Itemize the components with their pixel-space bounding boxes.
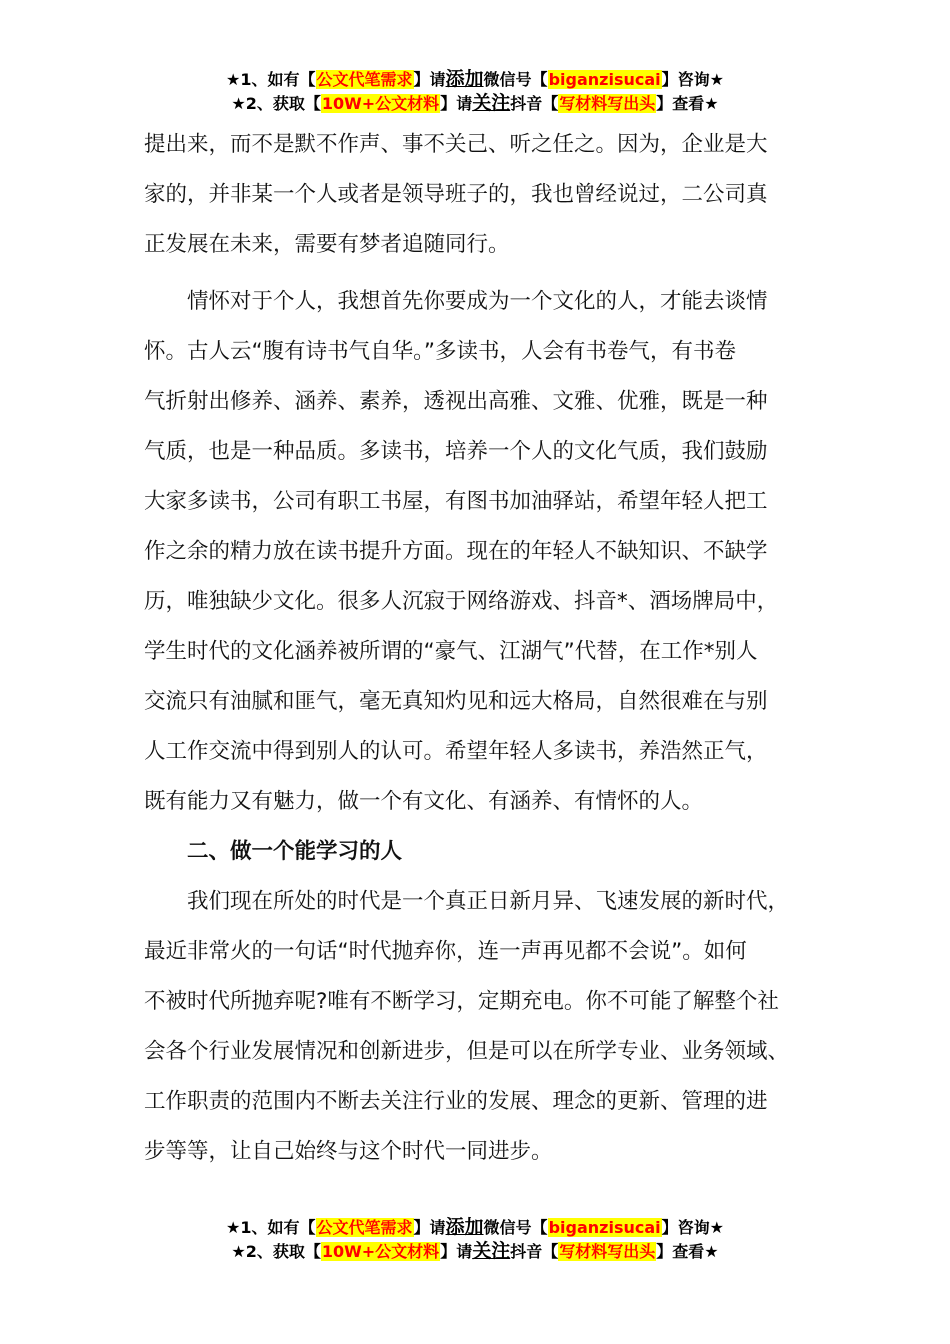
banner-text: 】咨询★ bbox=[661, 1218, 724, 1237]
banner-text: 】查看★ bbox=[656, 1242, 719, 1261]
banner-text: 微信号【 bbox=[483, 1218, 548, 1237]
text-line: 既有能力又有魅力，做一个有文化、有涵养、有情怀的人。 bbox=[144, 789, 704, 814]
banner-text: 】咨询★ bbox=[661, 70, 724, 89]
text-line: 工作职责的范围内不断去关注行业的发展、理念的更新、管理的进 bbox=[144, 1089, 768, 1114]
section-heading: 二、做一个能学习的人 bbox=[144, 839, 403, 864]
text-line: 怀。古人云“腹有诗书气自华。”多读书，人会有书卷气，有书卷 bbox=[144, 339, 737, 364]
emphasis-add: 添加 bbox=[445, 68, 484, 90]
banner-text: 】请 bbox=[413, 1218, 446, 1237]
banner-text: 微信号【 bbox=[483, 70, 548, 89]
text-line: 人工作交流中得到别人的认可。希望年轻人多读书，养浩然正气， bbox=[144, 739, 768, 764]
text-line: 家的，并非某一个人或者是领导班子的，我也曾经说过，二公司真 bbox=[144, 182, 768, 207]
text-line: 历，唯独缺少文化。很多人沉寂于网络游戏、抖音*、酒场牌局中， bbox=[144, 589, 779, 614]
footer-banner bbox=[0, 1215, 950, 1263]
text-line: 气折射出修养、涵养、素养，透视出高雅、文雅、优雅，既是一种 bbox=[144, 389, 768, 414]
paragraph-2 bbox=[144, 277, 812, 827]
text-line: 作之余的精力放在读书提升方面。现在的年轻人不缺知识、不缺学 bbox=[144, 539, 768, 564]
banner-text: 抖音【 bbox=[510, 1242, 559, 1261]
banner-text: ★2、获取【 bbox=[231, 1242, 321, 1261]
highlight-service: 公文代笔需求 bbox=[316, 70, 413, 89]
text-line: 最近非常火的一句话“时代抛弃你，连一声再见都不会说”。如何 bbox=[144, 939, 747, 964]
highlight-materials: 10W+公文材料 bbox=[321, 94, 440, 113]
highlight-douyin-account: 写材料写出头 bbox=[559, 94, 656, 113]
banner-line-1 bbox=[0, 67, 950, 91]
paragraph-1 bbox=[144, 120, 812, 270]
highlight-materials: 10W+公文材料 bbox=[321, 1242, 440, 1261]
highlight-douyin-account: 写材料写出头 bbox=[559, 1242, 656, 1261]
banner-line-2 bbox=[0, 1239, 950, 1263]
text-line: 气质，也是一种品质。多读书，培养一个人的文化气质，我们鼓励 bbox=[144, 439, 768, 464]
banner-line-2 bbox=[0, 91, 950, 115]
banner-text: 】请 bbox=[413, 70, 446, 89]
banner-text: 抖音【 bbox=[510, 94, 559, 113]
banner-text: ★1、如有【 bbox=[226, 1218, 316, 1237]
highlight-wechat-id: biganzisucai bbox=[548, 70, 661, 89]
emphasis-follow: 关注 bbox=[472, 1240, 511, 1262]
emphasis-add: 添加 bbox=[445, 1216, 484, 1238]
highlight-service: 公文代笔需求 bbox=[316, 1218, 413, 1237]
emphasis-follow: 关注 bbox=[472, 92, 511, 114]
banner-text: 】请 bbox=[440, 94, 473, 113]
text-line: 会各个行业发展情况和创新进步，但是可以在所学专业、业务领域、 bbox=[144, 1039, 790, 1064]
banner-text: ★2、获取【 bbox=[231, 94, 321, 113]
highlight-wechat-id: biganzisucai bbox=[548, 1218, 661, 1237]
text-line: 步等等，让自己始终与这个时代一同进步。 bbox=[144, 1139, 553, 1164]
banner-text: ★1、如有【 bbox=[226, 70, 316, 89]
text-line: 正发展在未来，需要有梦者追随同行。 bbox=[144, 232, 510, 257]
text-line: 我们现在所处的时代是一个真正日新月异、飞速发展的新时代， bbox=[144, 889, 790, 914]
text-line: 大家多读书，公司有职工书屋，有图书加油驿站，希望年轻人把工 bbox=[144, 489, 768, 514]
paragraph-3 bbox=[144, 877, 812, 1177]
paragraph-gap bbox=[144, 270, 812, 277]
document-body bbox=[144, 120, 812, 1177]
text-line: 不被时代所抛弃呢?唯有不断学习，定期充电。你不可能了解整个社 bbox=[144, 989, 779, 1014]
banner-text: 】查看★ bbox=[656, 94, 719, 113]
header-banner bbox=[0, 67, 950, 115]
banner-text: 】请 bbox=[440, 1242, 473, 1261]
text-line: 提出来，而不是默不作声、事不关己、听之任之。因为，企业是大 bbox=[144, 132, 768, 157]
text-line: 学生时代的文化涵养被所谓的“豪气、江湖气”代替，在工作*别人 bbox=[144, 639, 758, 664]
text-line: 交流只有油腻和匪气，毫无真知灼见和远大格局，自然很难在与别 bbox=[144, 689, 768, 714]
text-line: 情怀对于个人，我想首先你要成为一个文化的人，才能去谈情 bbox=[144, 289, 768, 314]
banner-line-1 bbox=[0, 1215, 950, 1239]
